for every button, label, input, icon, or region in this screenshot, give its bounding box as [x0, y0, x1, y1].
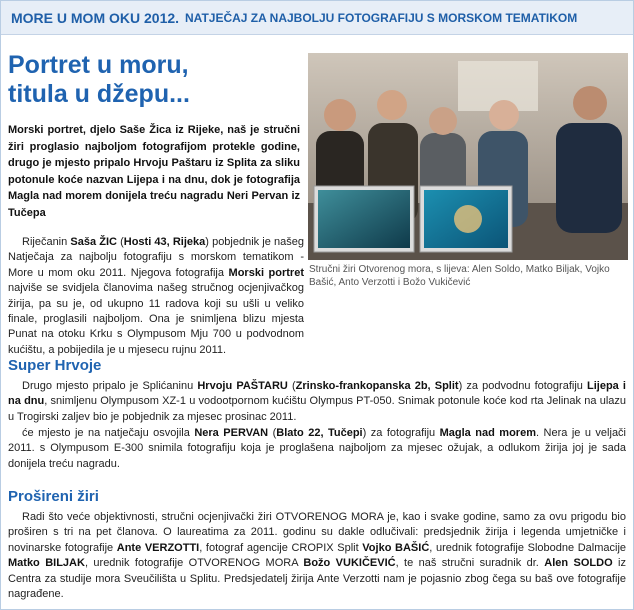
- photo-caption: Stručni žiri Otvorenog mora, s lijeva: Alen Soldo, Matko Biljak, Vojko Bašić, Anto Verzotti i Božo Vukičević: [309, 264, 610, 288]
- article-title-line2: titula u džepu...: [8, 80, 190, 108]
- article-title: [8, 51, 298, 109]
- paragraph-winner: Riječanin Saša ŽIC (Hosti 43, Rijeka) pobjednik je našeg Natječaja za najbolju fotografiju s morskom tematikom - More u mom oku 2011. Njegova fotografija Morski portret najviše se svidjela članovima našeg stručnog ocjenjivačkog žirija, pa su je, od ukupno 11 radova koji su ušli u veliko finale, proglasili najboljom. Ona je snimljena blizu mjesta Punat na otoku Krku s Olympusom Mju 700 u podvodnom kućištu, a pobijedila je u mjesecu rujnu 2011.: [8, 236, 304, 356]
- subheading-prosireni-ziri: Prošireni žiri: [8, 488, 99, 505]
- paragraph-jury: Radi što veće objektivnosti, stručni ocjenjivački žiri OTVORENOG MORA je, kao i svake godine, samo za ovu prigodu bio proširen s tri na pet članova. O laureatima za 2011. godinu su dakle odlučivali: predsjednik žirija i legenda umjetničke i novinarske fotografije Ante VERZOTTI, fotograf agencije CROPIX Split Vojko BAŠIĆ, urednik fotografije Slobodne Dalmacije Matko BILJAK, urednik fotografije OTVORENOG MORA Božo VUKIČEVIĆ, te naš stručni suradnik dr. Alen SOLDO iz Centra za studije mora Sveučilišta u Splitu. Predsjedatelj žirija Ante Verzotti nam je pojasnio zbog čega su baš ove fotografije nagrađene.: [8, 511, 627, 601]
- jury-photo: [308, 53, 628, 260]
- article-lead: Morski portret, djelo Saše Žica iz Rijeke, naš je stručni žiri proglasio najboljom fotografijom protekle godine, drugo je mjesto pripalo Hrvoju Paštaru iz Splita za sliku potonule koće nazvan Lijepa i na dnu, dok je fotografija Magla nad morem donijela treću nagradu Neri Pervan iz Tučepa: [8, 124, 300, 219]
- paragraph-second-place: Drugo mjesto pripalo je Splićaninu Hrvoju PAŠTARU (Zrinsko-frankopanska 2b, Split) za podvodnu fotografiju Lijepa i na dnu, snimljenu Olympusom XZ-1 u vodootpornom kućištu Olympus PT-050. Snimak potonule koće kod rta Jelinak na ulazu u Trogirski zaljev bio je pobjednik za mjesec prosinac 2011.: [8, 380, 626, 423]
- section-subtitle: NATJEČAJ ZA NAJBOLJU FOTOGRAFIJU S MORSKOM TEMATIKOM: [185, 11, 578, 25]
- subheading-super-hrvoje: Super Hrvoje: [8, 357, 102, 374]
- paragraph-third-place: će mjesto je na natječaju osvojila Nera PERVAN (Blato 22, Tučepi) za fotografiju Magla nad morem. Nera je u veljači 2011. s Olympusom E-300 snimila fotografiju koja je proglašena najboljom za mjesec ožujak, a odlukom žirija joj je sada donijela treću nagradu.: [8, 427, 627, 470]
- section-title: MORE U MOM OKU 2012.: [11, 10, 180, 26]
- jury-photo-illustration: [308, 53, 628, 260]
- article-title-line1: Portret u moru,: [8, 51, 189, 79]
- section-header: [1, 1, 633, 35]
